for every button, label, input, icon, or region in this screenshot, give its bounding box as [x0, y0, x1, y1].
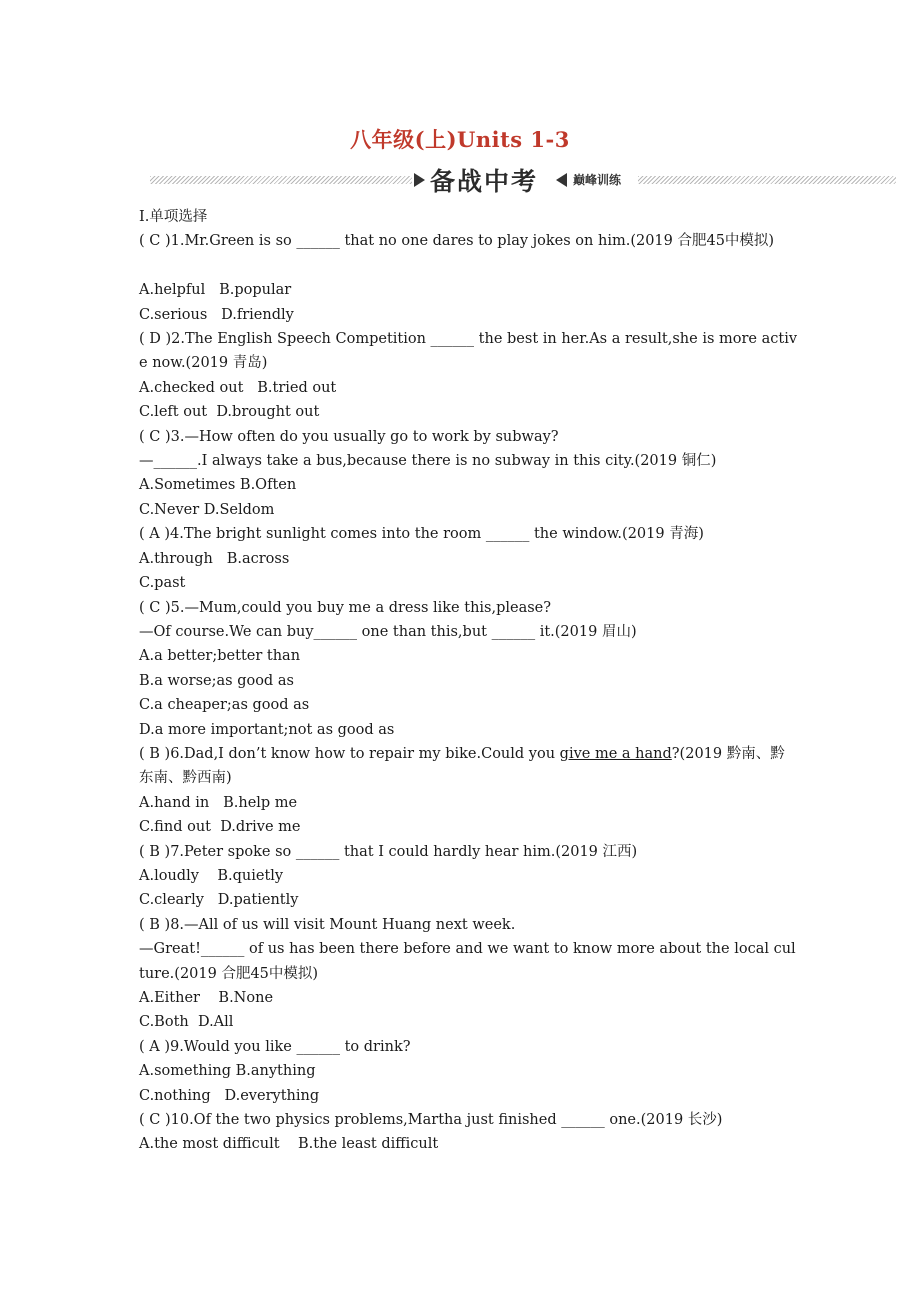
option-line: C.past: [139, 575, 186, 592]
option-line: C.a cheaper;as good as: [139, 697, 310, 714]
option-line: A.something B.anything: [139, 1063, 316, 1080]
exercise-content: [139, 205, 799, 1157]
option-line: C.clearly D.patiently: [139, 892, 299, 909]
arrow-left-icon: [556, 173, 567, 187]
option-line: A.helpful B.popular: [139, 282, 292, 299]
option-line: C.nothing D.everything: [139, 1087, 320, 1104]
option-line: C.Both D.All: [139, 1014, 234, 1031]
section-heading: Ⅰ.单项选择: [139, 209, 208, 225]
option-line: D.a more important;not as good as: [139, 721, 395, 738]
banner-stripe-left: [150, 176, 412, 184]
question-stem: ( C )3.—How often do you usually go to work by subway?: [139, 428, 559, 445]
banner-main-text: 备战中考: [430, 167, 539, 196]
option-line: C.left out D.brought out: [139, 404, 320, 421]
option-line: A.a better;better than: [139, 648, 301, 665]
option-line: A.loudly B.quietly: [139, 867, 284, 884]
arrow-right-icon: [414, 173, 425, 187]
question-stem: ( C )5.—Mum,could you buy me a dress like this,please?: [139, 599, 552, 616]
option-line: C.find out D.drive me: [139, 819, 301, 836]
spacer: [139, 254, 799, 278]
question-stem: ( B )8.—All of us will visit Mount Huang next week.: [139, 916, 516, 933]
question-reply: —Of course.We can buy______ one than this,but ______ it.(2019 眉山): [139, 623, 637, 640]
option-line: A.checked out B.tried out: [139, 379, 337, 396]
underlined-phrase: give me a hand: [559, 745, 672, 762]
question-reply: —Great!______ of us has been there before and we want to know more about the local culture.(2019 合肥45中模拟): [139, 941, 796, 982]
stem-text: ( B )6.Dad,I don’t know how to repair my bike.Could you: [139, 745, 560, 762]
option-line: A.Sometimes B.Often: [139, 477, 297, 494]
question-stem: ( C )1.Mr.Green is so ______ that no one dares to play jokes on him.(2019 合肥45中模拟): [139, 233, 775, 250]
section-banner: [150, 164, 896, 196]
page-title: 八年级(上)Units 1-3: [350, 127, 570, 152]
question-stem: ( A )9.Would you like ______ to drink?: [139, 1038, 411, 1055]
question-stem: ( A )4.The bright sunlight comes into the room ______ the window.(2019 青海): [139, 526, 704, 543]
option-line: A.hand in B.help me: [139, 794, 298, 811]
banner-sub-text: 巅峰训练: [573, 173, 622, 187]
option-line: B.a worse;as good as: [139, 672, 294, 689]
stem-text: ?(2019 黔南、黔东南、黔西南): [139, 745, 785, 787]
option-line: A.Either B.None: [139, 990, 274, 1006]
option-line: C.Never D.Seldom: [139, 501, 275, 518]
question-reply: —______.I always take a bus,because there is no subway in this city.(2019 铜仁): [139, 453, 717, 470]
option-line: A.through B.across: [139, 550, 290, 567]
banner-stripe-right: [638, 176, 896, 184]
question-stem: ( C )10.Of the two physics problems,Martha just finished ______ one.(2019 长沙): [139, 1112, 723, 1129]
question-stem: [139, 742, 799, 791]
option-line: C.serious D.friendly: [139, 306, 294, 323]
option-line: A.the most difficult B.the least difficult: [139, 1136, 439, 1153]
question-stem: ( B )7.Peter spoke so ______ that I could hardly hear him.(2019 江西): [139, 843, 638, 860]
question-stem: ( D )2.The English Speech Competition ______ the best in her.As a result,she is more active now.(2019 青岛): [139, 331, 798, 372]
